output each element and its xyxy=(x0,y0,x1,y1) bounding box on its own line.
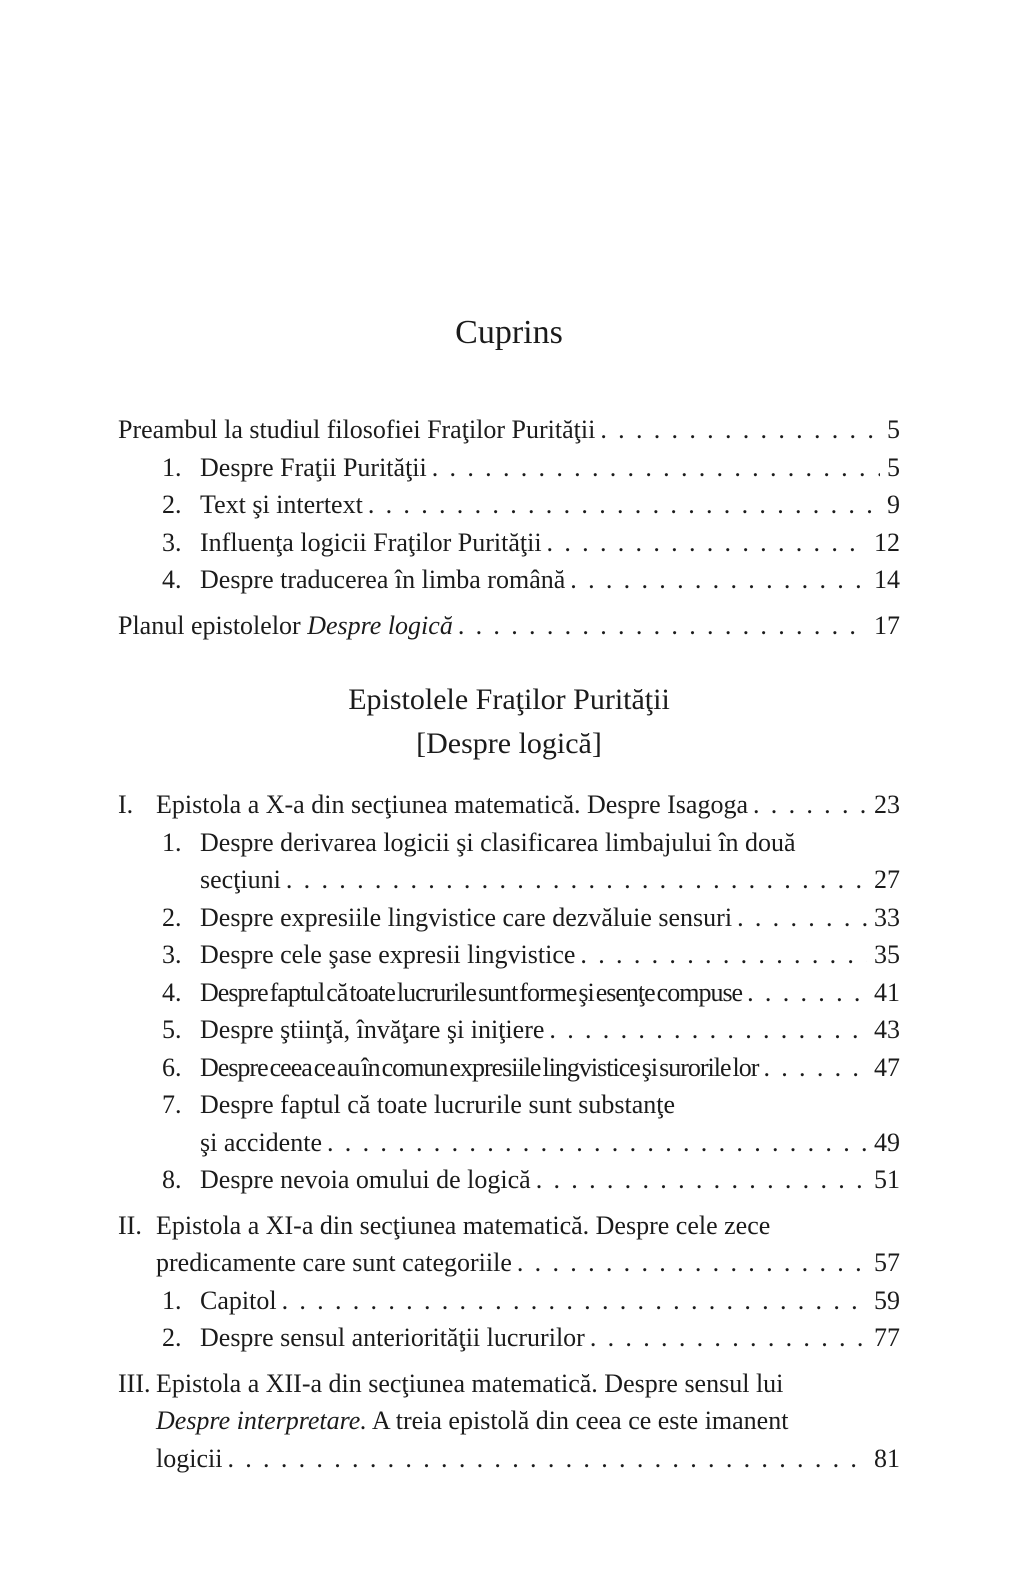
toc-entry-line xyxy=(200,824,900,862)
section-heading xyxy=(118,678,900,766)
toc-text: Capitol xyxy=(200,1285,277,1315)
toc-entry-marker: 2. xyxy=(162,490,182,519)
toc-entry xyxy=(118,1365,900,1478)
page-number: 5 xyxy=(887,452,900,482)
page-number: 17 xyxy=(874,610,900,640)
toc-entry-marker: 3. xyxy=(162,940,182,969)
toc-entry-line xyxy=(200,486,900,524)
toc-entry-text xyxy=(156,1207,770,1245)
dot-leader xyxy=(222,1440,867,1478)
toc-entry-text xyxy=(156,1402,788,1440)
toc-entry xyxy=(118,607,900,645)
toc-entry-text xyxy=(200,1124,322,1162)
toc-text: Influenţa logicii Fraţilor Purităţii xyxy=(200,527,542,557)
dot-leader xyxy=(758,1049,867,1087)
dot-leader xyxy=(732,899,867,937)
toc-entry-line xyxy=(200,974,900,1012)
toc-entry-line xyxy=(200,449,900,487)
toc-entry-line xyxy=(200,1011,900,1049)
toc-entry-text xyxy=(200,861,281,899)
page-number: 23 xyxy=(874,790,900,819)
toc-entry-line xyxy=(156,786,900,824)
toc-entry-line xyxy=(200,1049,900,1087)
toc-text: Planul epistolelor xyxy=(118,610,308,640)
toc-entry-text xyxy=(156,1365,783,1403)
toc-entry-marker: 1. xyxy=(162,827,182,857)
toc-entry-line xyxy=(200,561,900,599)
toc-entry-text xyxy=(200,1161,531,1199)
toc-entry-text xyxy=(200,899,732,937)
toc-entry-text xyxy=(200,449,427,487)
toc-entry-line xyxy=(156,1440,900,1478)
toc-entry-line xyxy=(200,1124,900,1162)
toc-entry-text xyxy=(200,1282,277,1320)
page-number: 47 xyxy=(874,1052,900,1082)
toc-entry-line xyxy=(156,1365,900,1403)
toc-text-italic: Despre interpretare. xyxy=(156,1406,367,1435)
toc-front-list xyxy=(118,411,900,644)
toc-entry-text xyxy=(118,607,453,645)
toc-text: Despre traducerea în limba română xyxy=(200,565,566,594)
page-number: 41 xyxy=(874,977,900,1007)
toc-text: Despre faptul că toate lucrurile sunt substanţe xyxy=(200,1090,676,1119)
toc-entry-marker: 2. xyxy=(162,1323,182,1352)
toc-entry-text xyxy=(200,1011,544,1049)
dot-leader xyxy=(742,974,867,1012)
toc-entry xyxy=(118,1207,900,1282)
dot-leader xyxy=(748,786,867,824)
toc-text: şi accidente xyxy=(200,1127,322,1157)
toc-entry-text xyxy=(200,524,542,562)
toc-entry xyxy=(118,449,900,487)
toc-entry-text xyxy=(156,786,748,824)
toc-entry-line xyxy=(200,524,900,562)
toc-entry-text xyxy=(118,411,595,449)
toc-text: Epistola a XII-a din secţiunea matematică. Despre sensul lui xyxy=(156,1368,784,1398)
toc-entry xyxy=(118,899,900,937)
toc-entry xyxy=(118,1161,900,1199)
toc-entry xyxy=(118,486,900,524)
toc-entry-text xyxy=(200,1049,758,1087)
toc-entry-marker: 4. xyxy=(162,565,182,594)
toc-text: Preambul la studiul filosofiei Fraţilor Purităţii xyxy=(118,415,596,444)
toc-text: Despre ştiinţă, învăţare şi iniţiere xyxy=(200,1015,545,1044)
toc-entry-marker: 1. xyxy=(162,452,182,482)
toc-text: Despre Fraţii Purităţii xyxy=(200,452,427,482)
page-number: 9 xyxy=(887,490,900,519)
section-heading-line1: Epistolele Fraţilor Purităţii xyxy=(348,683,670,716)
toc-entry-line xyxy=(200,1161,900,1199)
toc-entry xyxy=(118,411,900,449)
page-number: 12 xyxy=(874,527,900,557)
toc-text: Despre ceea ce au în comun expresiile lingvistice şi surorile lor xyxy=(200,1052,759,1082)
toc-entry-line xyxy=(118,607,900,645)
toc-entry-text xyxy=(200,486,363,524)
toc-text: Despre sensul anteriorităţii lucrurilor xyxy=(200,1323,585,1352)
page-number: 81 xyxy=(874,1443,900,1473)
toc-entry-marker: 7. xyxy=(162,1090,182,1119)
toc-entry xyxy=(118,561,900,599)
dot-leader xyxy=(531,1161,867,1199)
page-number: 59 xyxy=(874,1285,900,1315)
toc-entry-text xyxy=(200,1086,675,1124)
toc-entry-marker: 4. xyxy=(162,977,182,1007)
dot-leader xyxy=(595,411,880,449)
dot-leader xyxy=(585,1319,867,1357)
dot-leader xyxy=(277,1282,867,1320)
toc-text: Epistola a XI-a din secţiunea matematică. Despre cele zece xyxy=(156,1210,771,1240)
toc-entry-marker: 5. xyxy=(162,1015,182,1044)
toc-entry-line xyxy=(156,1207,900,1245)
dot-leader xyxy=(544,1011,867,1049)
toc-text: A treia epistolă din ceea ce este imanent xyxy=(366,1406,789,1435)
toc-entry-marker: I. xyxy=(118,790,134,819)
toc-entry-text xyxy=(200,936,575,974)
dot-leader xyxy=(565,561,867,599)
toc-text: secţiuni xyxy=(200,865,281,894)
toc-entry-line xyxy=(200,936,900,974)
toc-text: Despre expresiile lingvistice care dezvăluie sensuri xyxy=(200,902,733,932)
toc-entry-marker: III. xyxy=(118,1368,151,1398)
dot-leader xyxy=(542,524,867,562)
page-number: 57 xyxy=(874,1248,900,1277)
page-number: 14 xyxy=(874,565,900,594)
toc-text: Epistola a X-a din secţiunea matematică. Despre Isagoga xyxy=(156,790,748,819)
dot-leader xyxy=(575,936,867,974)
dot-leader xyxy=(322,1124,867,1162)
toc-entry-line xyxy=(118,411,900,449)
toc-entry-line xyxy=(200,1319,900,1357)
toc-text-italic: Despre logică xyxy=(307,610,453,640)
toc-entry-line xyxy=(200,1086,900,1124)
page-number: 27 xyxy=(874,865,900,894)
page-number: 33 xyxy=(874,902,900,932)
toc-entry-text xyxy=(200,824,796,862)
toc-entry xyxy=(118,824,900,899)
toc-entry xyxy=(118,1049,900,1087)
dot-leader xyxy=(363,486,880,524)
toc-entry-marker: 6. xyxy=(162,1052,182,1082)
section-heading-line2: [Despre logică] xyxy=(416,727,602,760)
toc-entry xyxy=(118,1086,900,1161)
page-number: 77 xyxy=(874,1323,900,1352)
toc-entry xyxy=(118,786,900,824)
page-number: 5 xyxy=(887,415,900,444)
toc-entry xyxy=(118,974,900,1012)
dot-leader xyxy=(512,1244,867,1282)
toc-entry-text xyxy=(156,1440,222,1478)
toc-text: Despre nevoia omului de logică xyxy=(200,1165,531,1194)
page-number: 51 xyxy=(874,1165,900,1194)
toc-entry-marker: 2. xyxy=(162,902,182,932)
toc-entry-text xyxy=(156,1244,512,1282)
toc-entry-line xyxy=(200,899,900,937)
toc-entry xyxy=(118,1319,900,1357)
page-title: Cuprins xyxy=(455,314,563,351)
toc-main-list xyxy=(118,786,900,1477)
toc-text: Despre cele şase expresii lingvistice xyxy=(200,940,576,969)
dot-leader xyxy=(281,861,867,899)
page-number: 43 xyxy=(874,1015,900,1044)
page-number: 49 xyxy=(874,1127,900,1157)
toc-entry xyxy=(118,1282,900,1320)
toc-text: Text şi intertext xyxy=(200,490,363,519)
toc-entry-marker: 8. xyxy=(162,1165,182,1194)
dot-leader xyxy=(453,607,867,645)
toc-text: Despre faptul că toate lucrurile sunt forme şi esenţe compuse xyxy=(200,977,743,1007)
toc-entry xyxy=(118,1011,900,1049)
toc-text: predicamente care sunt categoriile xyxy=(156,1248,512,1277)
dot-leader xyxy=(427,449,880,487)
toc-entry-marker: II. xyxy=(118,1210,142,1240)
toc-entry-text xyxy=(200,974,742,1012)
toc-text: logicii xyxy=(156,1443,223,1473)
toc-entry xyxy=(118,936,900,974)
toc-text: Despre derivarea logicii şi clasificarea limbajului în două xyxy=(200,827,796,857)
toc-entry xyxy=(118,524,900,562)
toc-entry-text xyxy=(200,561,565,599)
toc-entry-line xyxy=(200,861,900,899)
toc-entry-marker: 1. xyxy=(162,1285,182,1315)
page-number: 35 xyxy=(874,940,900,969)
toc-entry-line xyxy=(156,1402,900,1440)
toc-entry-line xyxy=(156,1244,900,1282)
toc-entry-marker: 3. xyxy=(162,527,182,557)
toc-entry-line xyxy=(200,1282,900,1320)
toc-entry-text xyxy=(200,1319,585,1357)
